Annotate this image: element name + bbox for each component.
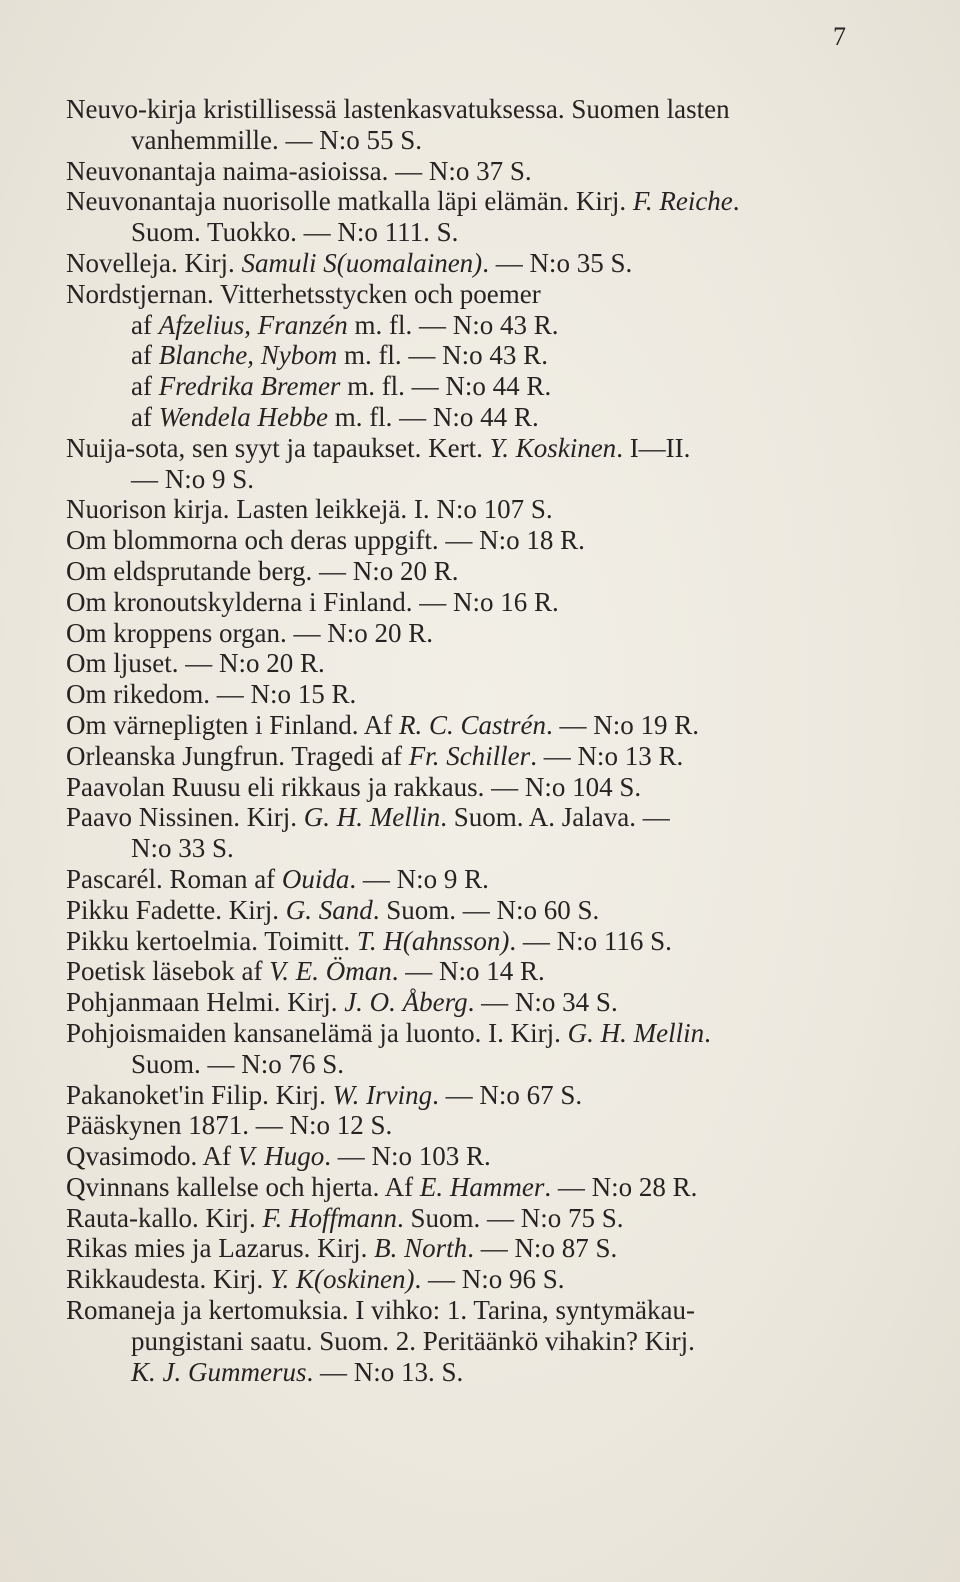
entry-text: Nuija-sota, sen syyt ja tapaukset. Kert. — [66, 432, 490, 463]
author-name-italic: Afzelius, Franzén — [158, 309, 348, 340]
entry-continuation-line — [66, 1357, 906, 1388]
entry-line — [66, 494, 906, 525]
entry-line — [66, 710, 906, 741]
entry-text: Paavo Nissinen. Kirj. — [66, 802, 304, 833]
entry-text: Neuvo-kirja kristillisessä lastenkasvatuksessa. Suomen lasten — [66, 94, 730, 124]
entry-line — [66, 864, 906, 895]
entry-text: . — N:o 35 S. — [482, 247, 633, 278]
catalogue-entries — [66, 94, 906, 1387]
entry-text: Pohjanmaan Helmi. Kirj. — [66, 987, 345, 1018]
author-name-italic: G. Sand — [285, 894, 373, 925]
entry-continuation-line — [66, 833, 906, 864]
entry-text: . — N:o 19 R. — [545, 709, 699, 740]
entry-text: af — [131, 309, 159, 340]
entry-text: pungistani saatu. Suom. 2. Peritäänkö vihakin? Kirj. — [131, 1325, 695, 1356]
author-name-italic: F. Hoffmann — [262, 1202, 397, 1233]
entry-text: . I—II. — [616, 432, 691, 463]
author-name-italic: Blanche, Nybom — [158, 340, 338, 371]
entry-line — [66, 987, 906, 1018]
entry-continuation-line — [66, 1049, 906, 1080]
author-name-italic: T. H(ahnsson) — [356, 925, 510, 956]
entry-text: Om rikedom. — N:o 15 R. — [66, 679, 357, 710]
entry-text: . Suom. A. Jalava. — — [440, 802, 670, 833]
entry-text: Rikkaudesta. Kirj. — [66, 1264, 270, 1295]
entry-text: Suom. Tuokko. — N:o 111. S. — [131, 217, 459, 248]
entry-text: Pikku kertoelmia. Toimitt. — [66, 925, 357, 956]
entry-text: m. fl. — N:o 43 R. — [347, 309, 559, 340]
entry-continuation-line — [66, 464, 906, 495]
author-name-italic: W. Irving — [332, 1079, 433, 1110]
entry-continuation-line — [66, 402, 906, 433]
entry-line — [66, 1295, 906, 1326]
author-name-italic: Samuli S(uomalainen) — [241, 247, 483, 278]
author-name-italic: E. Hammer — [419, 1171, 545, 1202]
entry-text: Pikku Fadette. Kirj. — [66, 894, 286, 925]
entry-text: . — N:o 67 S. — [432, 1079, 583, 1110]
entry-text: Om värnepligten i Finland. Af — [66, 709, 399, 740]
entry-text: — N:o 9 S. — [131, 463, 255, 494]
entry-continuation-line — [66, 217, 906, 248]
entry-line — [66, 248, 906, 279]
entry-text: Orleanska Jungfrun. Tragedi af — [66, 740, 409, 771]
entry-text: m. fl. — N:o 44 R. — [340, 371, 552, 402]
entry-text: Pohjoismaiden kansanelämä ja luonto. I. Kirj. — [66, 1017, 568, 1048]
entry-line — [66, 156, 906, 187]
entry-text: . — N:o 87 S. — [467, 1233, 618, 1264]
entry-text: . — N:o 9 R. — [349, 863, 489, 894]
author-name-italic: F. Reiche — [632, 186, 733, 217]
entry-text: Rikas mies ja Lazarus. Kirj. — [66, 1233, 375, 1264]
entry-text: af — [131, 371, 159, 402]
entry-line — [66, 525, 906, 556]
entry-continuation-line — [66, 310, 906, 341]
entry-line — [66, 618, 906, 649]
entry-text: . — N:o 13. S. — [306, 1356, 464, 1387]
entry-line — [66, 587, 906, 618]
entry-text: af — [131, 340, 159, 371]
entry-text: Om blommorna och deras uppgift. — N:o 18 R. — [66, 525, 585, 556]
entry-text: m. fl. — N:o 43 R. — [337, 340, 548, 371]
entry-line — [66, 1110, 906, 1141]
entry-line — [66, 802, 906, 833]
entry-line — [66, 741, 906, 772]
entry-line — [66, 556, 906, 587]
author-name-italic: Fr. Schiller — [408, 740, 531, 771]
entry-line — [66, 1233, 906, 1264]
entry-line — [66, 956, 906, 987]
entry-text: af — [131, 401, 159, 432]
entry-text: Rauta-kallo. Kirj. — [66, 1202, 263, 1233]
entry-text: m. fl. — N:o 44 R. — [327, 401, 539, 432]
entry-line — [66, 433, 906, 464]
entry-line — [66, 1203, 906, 1234]
entry-text: Pascarél. Roman af — [66, 863, 282, 894]
entry-text: Om kroppens organ. — N:o 20 R. — [66, 617, 433, 648]
entry-text: Suom. — N:o 76 S. — [131, 1048, 345, 1079]
entry-text: Pakanoket'in Filip. Kirj. — [66, 1079, 333, 1110]
entry-line — [66, 679, 906, 710]
entry-text: . — N:o 13 R. — [530, 740, 684, 771]
entry-text: . — N:o 34 S. — [467, 987, 618, 1018]
author-name-italic: G. H. Mellin — [567, 1017, 705, 1048]
author-name-italic: Y. K(oskinen) — [269, 1264, 415, 1295]
entry-line — [66, 1141, 906, 1172]
author-name-italic: R. C. Castrén — [398, 709, 546, 740]
author-name-italic: Fredrika Bremer — [158, 371, 341, 402]
entry-text: . — N:o 116 S. — [509, 925, 672, 956]
entry-text: Romaneja ja kertomuksia. I vihko: 1. Tarina, syntymäkau- — [66, 1295, 695, 1326]
entry-continuation-line — [66, 340, 906, 371]
entry-text: . — [704, 1017, 711, 1048]
entry-text: Om kronoutskylderna i Finland. — N:o 16 R. — [66, 586, 559, 617]
entry-text: Poetisk läsebok af — [66, 956, 270, 987]
entry-text: vanhemmille. — N:o 55 S. — [131, 124, 422, 155]
entry-text: Nuorison kirja. Lasten leikkejä. I. N:o 107 S. — [66, 494, 553, 525]
entry-line — [66, 1264, 906, 1295]
entry-line — [66, 895, 906, 926]
entry-text: . — N:o 14 R. — [391, 956, 545, 987]
entry-line — [66, 186, 906, 217]
author-name-italic: Y. Koskinen — [489, 432, 617, 463]
author-name-italic: V. E. Öman — [269, 956, 392, 987]
entry-text: Neuvonantaja naima-asioissa. — N:o 37 S. — [66, 155, 532, 186]
entry-line — [66, 1080, 906, 1111]
entry-text: Paavolan Ruusu eli rikkaus ja rakkaus. — N:o 104 S. — [66, 771, 642, 802]
page-number: 7 — [833, 22, 846, 51]
author-name-italic: J. O. Åberg — [344, 987, 468, 1018]
entry-text: N:o 33 S. — [131, 833, 234, 864]
entry-text: . — [732, 186, 740, 217]
author-name-italic: B. North — [374, 1233, 468, 1264]
entry-line — [66, 1018, 906, 1049]
entry-continuation-line — [66, 1326, 906, 1357]
entry-text: . Suom. — N:o 75 S. — [396, 1202, 624, 1233]
author-name-italic: Wendela Hebbe — [158, 401, 328, 432]
entry-continuation-line — [66, 371, 906, 402]
author-name-italic: Ouida — [281, 863, 350, 894]
entry-line — [66, 94, 906, 125]
entry-line — [66, 648, 906, 679]
entry-text: Om eldsprutande berg. — N:o 20 R. — [66, 555, 459, 586]
entry-text: . — N:o 28 R. — [544, 1171, 698, 1202]
entry-text: Novelleja. Kirj. — [66, 247, 242, 278]
entry-line — [66, 926, 906, 957]
entry-text: Neuvonantaja nuorisolle matkalla läpi elämän. Kirj. — [66, 186, 633, 217]
author-name-italic: K. J. Gummerus — [131, 1356, 307, 1387]
author-name-italic: V. Hugo — [237, 1141, 325, 1172]
entry-line — [66, 772, 906, 803]
entry-text: . Suom. — N:o 60 S. — [372, 894, 600, 925]
entry-line — [66, 279, 906, 310]
entry-continuation-line — [66, 125, 906, 156]
entry-text: Nordstjernan. Vitterhetsstycken och poemer — [66, 278, 541, 309]
entry-text: Pääskynen 1871. — N:o 12 S. — [66, 1110, 393, 1141]
entry-text: Qvinnans kallelse och hjerta. Af — [66, 1171, 420, 1202]
entry-text: . — N:o 96 S. — [414, 1264, 565, 1295]
entry-text: . — N:o 103 R. — [324, 1141, 491, 1172]
entry-text: Qvasimodo. Af — [66, 1141, 238, 1172]
entry-line — [66, 1172, 906, 1203]
author-name-italic: G. H. Mellin — [303, 802, 441, 833]
entry-text: Om ljuset. — N:o 20 R. — [66, 648, 325, 679]
